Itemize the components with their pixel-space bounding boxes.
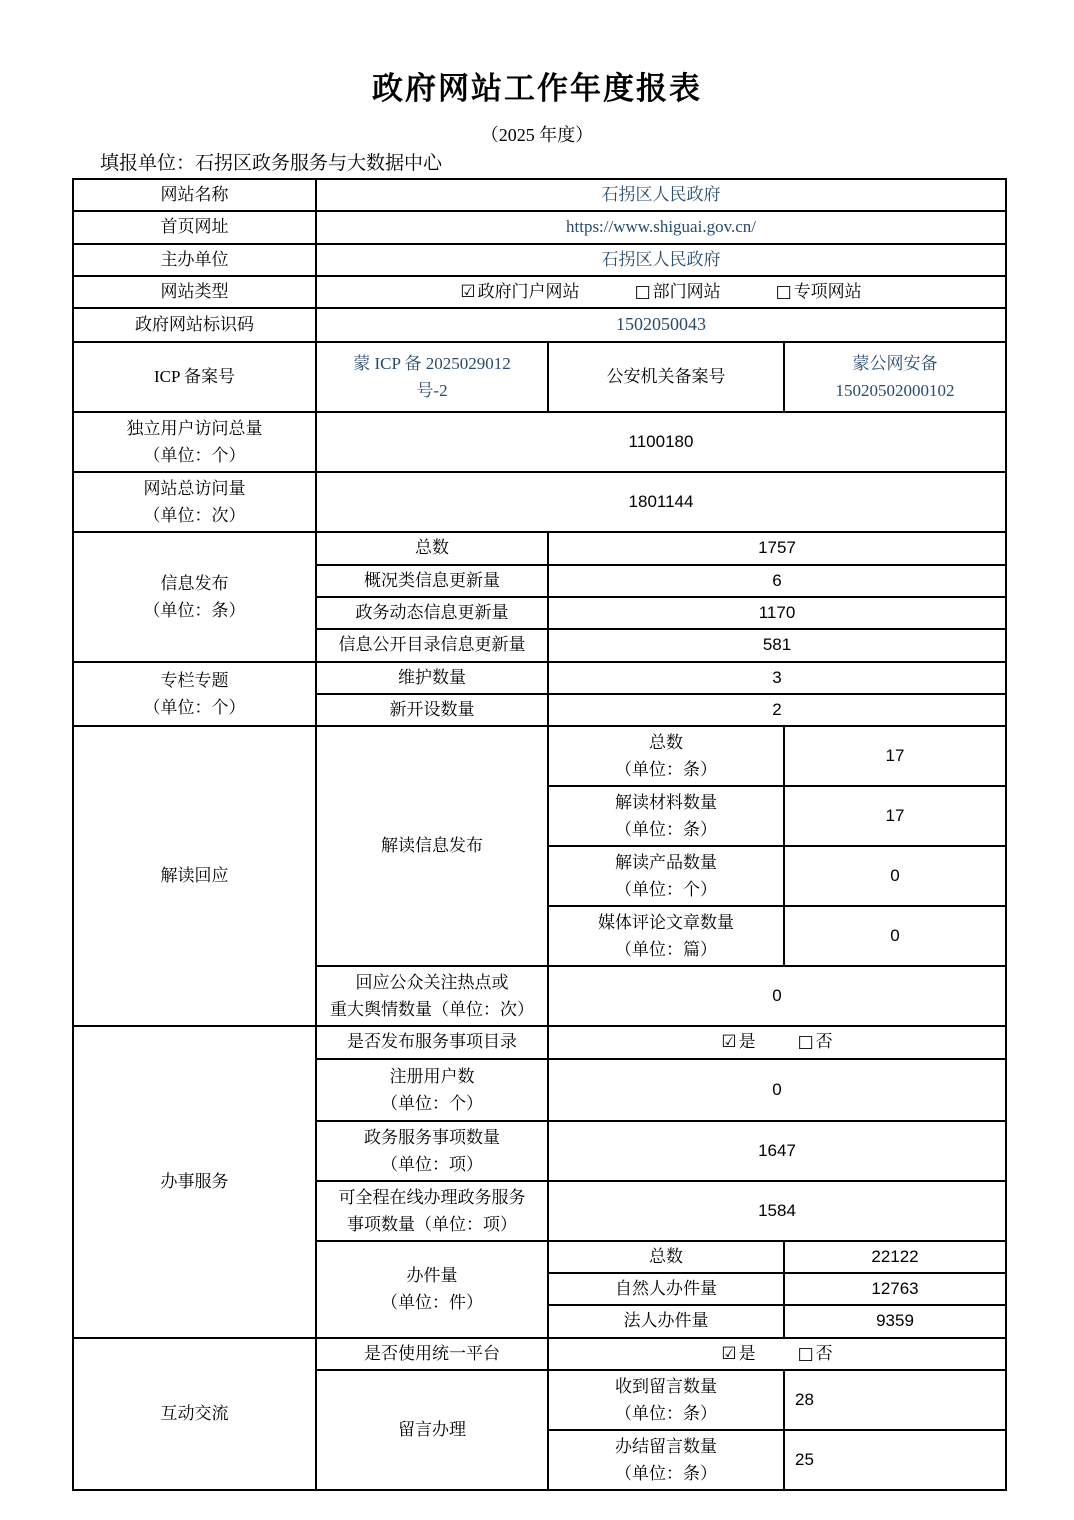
option-label: 专项网站 (793, 282, 862, 302)
checkbox-unchecked-icon: □ (634, 282, 651, 303)
icp-value: 蒙 ICP 备 2025029012 号-2 (316, 342, 548, 412)
option-label: 部门网站 (652, 282, 721, 302)
info-catalog-value: 581 (548, 629, 1006, 661)
info-overview-value: 6 (548, 565, 1006, 597)
homepage-label: 首页网址 (73, 211, 316, 243)
info-catalog-label: 信息公开目录信息更新量 (316, 629, 548, 661)
organizer-value: 石拐区人民政府 (316, 244, 1006, 276)
site-type-option-portal (460, 279, 579, 305)
info-total-label: 总数 (316, 532, 548, 564)
services-section-label: 办事服务 (73, 1026, 316, 1337)
interp-response-value: 0 (548, 966, 1006, 1026)
info-overview-label: 概况类信息更新量 (316, 565, 548, 597)
organizer-label: 主办单位 (73, 244, 316, 276)
platform-option-yes (721, 1341, 755, 1367)
checkbox-checked-icon: ☑ (460, 282, 476, 303)
topics-maintained-value: 3 (548, 662, 1006, 694)
row-total-visits (73, 472, 1006, 532)
handled-total-value: 22122 (784, 1241, 1006, 1273)
topics-section-label: 专栏专题 （单位：个） (73, 662, 316, 727)
row-unified-platform (73, 1338, 1006, 1370)
site-name-value: 石拐区人民政府 (316, 179, 1006, 211)
registered-users-label: 注册用户数 （单位：个） (316, 1059, 548, 1121)
unique-users-value: 1100180 (316, 412, 1006, 472)
interp-products-label: 解读产品数量 （单位：个） (548, 846, 784, 906)
unified-platform-label: 是否使用统一平台 (316, 1338, 548, 1370)
topics-maintained-label: 维护数量 (316, 662, 548, 694)
total-visits-label: 网站总访问量 （单位：次） (73, 472, 316, 532)
page-subtitle: （2025 年度） (480, 125, 594, 145)
checkbox-unchecked-icon: □ (797, 1343, 814, 1364)
messages-received-value: 28 (784, 1370, 1006, 1430)
site-code-label: 政府网站标识码 (73, 308, 316, 342)
service-catalog-options (548, 1026, 1006, 1058)
site-name-label: 网站名称 (73, 179, 316, 211)
interp-media-label: 媒体评论文章数量 （单位：篇） (548, 906, 784, 966)
service-items-label: 政务服务事项数量 （单位：项） (316, 1121, 548, 1181)
messages-completed-value: 25 (784, 1430, 1006, 1490)
platform-option-no (798, 1341, 833, 1367)
messages-completed-label: 办结留言数量 （单位：条） (548, 1430, 784, 1490)
info-dynamics-value: 1170 (548, 597, 1006, 629)
interp-response-label: 回应公众关注热点或 重大舆情数量（单位：次） (316, 966, 548, 1026)
service-items-value: 1647 (548, 1121, 1006, 1181)
option-label: 否 (815, 1032, 833, 1052)
handled-legal-label: 法人办件量 (548, 1305, 784, 1337)
police-record-value: 蒙公网安备 15020502000102 (784, 342, 1006, 412)
handled-total-label: 总数 (548, 1241, 784, 1273)
homepage-url: https://www.shiguai.gov.cn/ (316, 211, 1006, 243)
site-type-label: 网站类型 (73, 276, 316, 308)
checkbox-unchecked-icon: □ (797, 1032, 814, 1053)
interp-materials-label: 解读材料数量 （单位：条） (548, 786, 784, 846)
row-info-total (73, 532, 1006, 564)
online-items-label: 可全程在线办理政务服务 事项数量（单位：项） (316, 1181, 548, 1241)
interp-media-value: 0 (784, 906, 1006, 966)
option-label: 是 (738, 1032, 756, 1052)
option-label: 政府门户网站 (477, 282, 580, 302)
handled-legal-value: 9359 (784, 1305, 1006, 1337)
topics-new-label: 新开设数量 (316, 694, 548, 726)
catalog-option-no (798, 1029, 833, 1055)
row-site-code (73, 308, 1006, 342)
site-type-options (316, 276, 1006, 308)
interp-materials-value: 17 (784, 786, 1006, 846)
row-site-name (73, 179, 1006, 211)
row-service-catalog (73, 1026, 1006, 1058)
report-table (72, 178, 1007, 1491)
row-icp (73, 342, 1006, 412)
catalog-option-yes (721, 1029, 755, 1055)
checkbox-checked-icon: ☑ (721, 1032, 737, 1053)
topics-new-value: 2 (548, 694, 1006, 726)
checkbox-unchecked-icon: □ (775, 282, 792, 303)
option-label: 是 (738, 1343, 756, 1363)
page-title: 政府网站工作年度报表 (372, 71, 702, 106)
interp-products-value: 0 (784, 846, 1006, 906)
info-dynamics-label: 政务动态信息更新量 (316, 597, 548, 629)
site-type-option-department (635, 279, 721, 305)
police-record-label: 公安机关备案号 (548, 342, 784, 412)
row-unique-users (73, 412, 1006, 472)
interp-total-label: 总数 （单位：条） (548, 726, 784, 786)
reporting-unit: 填报单位：石拐区政务服务与大数据中心 (100, 153, 443, 174)
online-items-value: 1584 (548, 1181, 1006, 1241)
messages-section-label: 留言办理 (316, 1370, 548, 1490)
interp-total-value: 17 (784, 726, 1006, 786)
row-site-type (73, 276, 1006, 308)
row-interp-total (73, 726, 1006, 786)
row-organizer (73, 244, 1006, 276)
interaction-section-label: 互动交流 (73, 1338, 316, 1490)
handled-natural-value: 12763 (784, 1273, 1006, 1305)
unified-platform-options (548, 1338, 1006, 1370)
unique-users-label: 独立用户访问总量 （单位：个） (73, 412, 316, 472)
info-total-value: 1757 (548, 532, 1006, 564)
icp-label: ICP 备案号 (73, 342, 316, 412)
site-type-option-special (776, 279, 862, 305)
interpretation-publish-label: 解读信息发布 (316, 726, 548, 966)
info-publish-section-label: 信息发布 （单位：条） (73, 532, 316, 661)
messages-received-label: 收到留言数量 （单位：条） (548, 1370, 784, 1430)
row-topics-maintained (73, 662, 1006, 694)
site-code-value: 1502050043 (316, 308, 1006, 342)
row-homepage (73, 211, 1006, 243)
interpretation-section-label: 解读回应 (73, 726, 316, 1026)
handled-natural-label: 自然人办件量 (548, 1273, 784, 1305)
option-label: 否 (815, 1343, 833, 1363)
registered-users-value: 0 (548, 1059, 1006, 1121)
total-visits-value: 1801144 (316, 472, 1006, 532)
checkbox-checked-icon: ☑ (721, 1343, 737, 1364)
handled-section-label: 办件量 （单位：件） (316, 1241, 548, 1338)
service-catalog-label: 是否发布服务事项目录 (316, 1026, 548, 1058)
